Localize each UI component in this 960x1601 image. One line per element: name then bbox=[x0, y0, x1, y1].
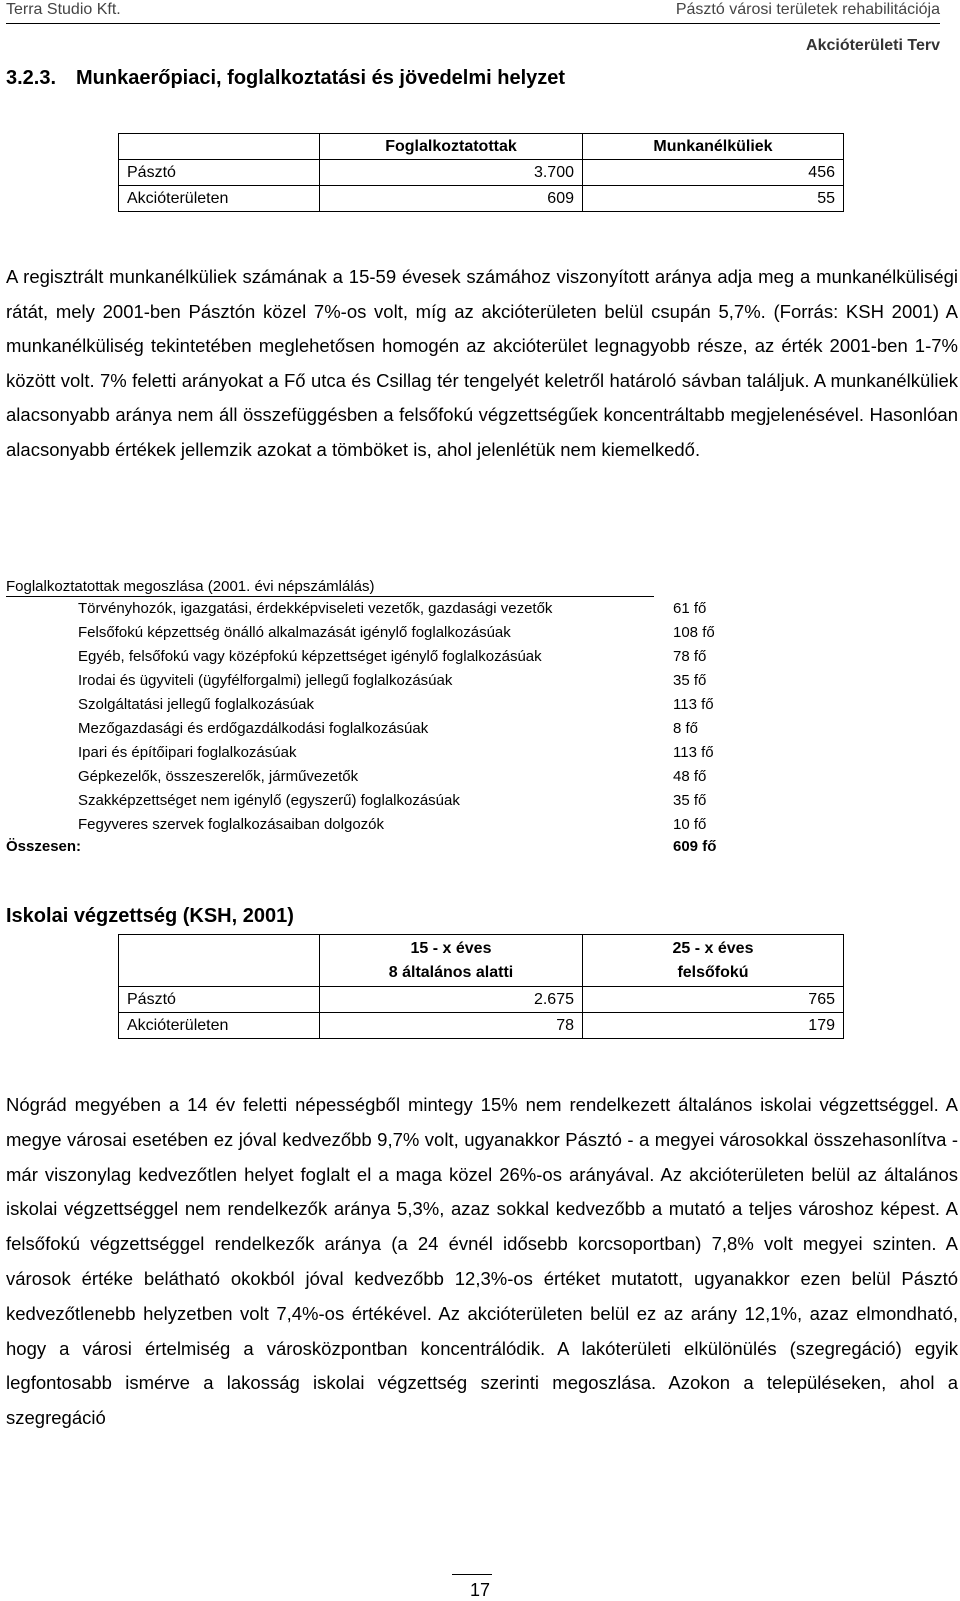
list-item-value: 35 fő bbox=[673, 672, 707, 689]
list-item bbox=[0, 624, 960, 648]
list-item bbox=[0, 816, 960, 840]
header-subtitle: Akcióterületi Terv bbox=[806, 37, 940, 54]
page-number-rule bbox=[452, 1574, 492, 1575]
list-item bbox=[0, 744, 960, 768]
list-item-label: Fegyveres szervek foglalkozásaiban dolgozók bbox=[78, 816, 384, 833]
table-cell: 78 bbox=[320, 1013, 583, 1039]
table-cell: 456 bbox=[583, 160, 844, 186]
table-header-cell: Foglalkoztatottak bbox=[320, 134, 583, 160]
list-item bbox=[0, 720, 960, 744]
list-item-value: 10 fő bbox=[673, 816, 707, 833]
header-line: 25 - x éves bbox=[672, 939, 754, 957]
list-item bbox=[0, 648, 960, 672]
table-cell: 2.675 bbox=[320, 987, 583, 1013]
list-item bbox=[0, 672, 960, 696]
list-item-label: Szakképzettséget nem igénylő (egyszerű) foglalkozásúak bbox=[78, 792, 460, 809]
table-cell bbox=[119, 134, 320, 160]
occupation-title-rule bbox=[6, 596, 654, 597]
list-item-value: 78 fő bbox=[673, 648, 707, 665]
table-row bbox=[119, 1013, 844, 1039]
list-item-value: 48 fő bbox=[673, 768, 707, 785]
table-cell: Pásztó bbox=[119, 160, 320, 186]
list-item-value: 113 fő bbox=[673, 696, 714, 713]
table-header-cell bbox=[583, 935, 844, 987]
table-header-cell: Munkanélküliek bbox=[583, 134, 844, 160]
section-number: 3.2.3. bbox=[6, 67, 57, 89]
list-item-value: 35 fő bbox=[673, 792, 707, 809]
employment-table bbox=[118, 133, 844, 212]
list-item-value: 108 fő bbox=[673, 624, 715, 641]
occupation-total-value: 609 fő bbox=[673, 838, 717, 855]
header-line: 15 - x éves bbox=[410, 939, 492, 957]
page-number: 17 bbox=[469, 1580, 491, 1600]
section-title: Munkaerőpiaci, foglalkoztatási és jövedelmi helyzet bbox=[76, 67, 566, 89]
list-item-value: 8 fő bbox=[673, 720, 699, 737]
list-item-label: Törvényhozók, igazgatási, érdekképviseleti vezetők, gazdasági vezetők bbox=[78, 600, 553, 617]
page-header bbox=[6, 0, 940, 24]
education-table bbox=[118, 934, 844, 1039]
occupation-total-label: Összesen: bbox=[6, 838, 82, 855]
list-item-label: Egyéb, felsőfokú vagy középfokú képzettséget igénylő foglalkozásúak bbox=[78, 648, 542, 665]
table-row bbox=[119, 987, 844, 1013]
list-item bbox=[0, 600, 960, 624]
table-cell: 3.700 bbox=[320, 160, 583, 186]
table-header-row bbox=[119, 935, 844, 987]
list-item-label: Irodai és ügyviteli (ügyfélforgalmi) jellegű foglalkozásúak bbox=[78, 672, 453, 689]
body-paragraph-unemployment: A regisztrált munkanélküliek számának a 15-59 évesek számához viszonyított aránya adja meg a munkanélküliségi rátát, mely 2001-ben Pásztón közel 7%-os volt, míg az akcióterületen belül csupán 5,7%. (Forrás: KSH 2001) A munkanélküliség tekintetében meglehetősen homogén az akcióterület legnagyobb része, az érték 2001-ben 1-7% között volt. 7% feletti arányokat a Fő utca és Csillag tér tengelyét keletről határoló sávban találjuk. A munkanélküliek alacsonyabb aránya nem áll összefüggésben a felsőfokú végzettségűek koncentráltabb megjelenésével. Hasonlóan alacsonyabb értékek jellemzik azokat a tömböket is, ahol jelenlétük nem kiemelkedő. bbox=[6, 266, 958, 460]
table-cell: Akcióterületen bbox=[119, 186, 320, 212]
list-item-label: Gépkezelők, összeszerelők, járművezetők bbox=[78, 768, 359, 785]
list-item-label: Felsőfokú képzettség önálló alkalmazását igénylő foglalkozásúak bbox=[78, 624, 511, 641]
header-line: 8 általános alatti bbox=[388, 963, 514, 981]
section-heading bbox=[6, 67, 565, 90]
list-item-label: Mezőgazdasági és erdőgazdálkodási foglalkozásúak bbox=[78, 720, 429, 737]
table-cell: 765 bbox=[583, 987, 844, 1013]
header-company: Terra Studio Kft. bbox=[6, 1, 121, 18]
table-header-row bbox=[119, 134, 844, 160]
table-row bbox=[119, 160, 844, 186]
table-cell: Akcióterületen bbox=[119, 1013, 320, 1039]
list-item bbox=[0, 792, 960, 816]
education-title: Iskolai végzettség (KSH, 2001) bbox=[6, 905, 294, 927]
list-item bbox=[0, 696, 960, 720]
header-line: felsőfokú bbox=[677, 963, 749, 981]
table-row bbox=[119, 186, 844, 212]
table-cell: 609 bbox=[320, 186, 583, 212]
body-paragraph-education: Nógrád megyében a 14 év feletti népességből mintegy 15% nem rendelkezett általános iskolai végzettséggel. A megye városai esetében ez jóval kedvezőbb 9,7% volt, ugyanakkor Pásztó - a megyei városokkal összehasonlítva - már viszonylag kedvezőtlen helyet foglalt el a maga közel 26%-os arányával. Az akcióterületen belül az általános iskolai végzettséggel nem rendelkezők aránya 5,3%, azaz sokkal kedvezőbb a mutató a teljes városhoz képest. A felsőfokú végzettséggel rendelkezők aránya (a 24 évnél idősebb korcsoportban) 7,8% volt megyei szinten. A városok értéke belátható okokból jóval kedvezőbb 12,3%-os értéket mutatott, ugyanakkor ezen belül Pásztó kedvezőtlenebb helyzetben volt 7,4%-os értékével. Az akcióterületen belül ez az arány 12,1%, azaz elmondható, hogy a városi értelmiség a városközpontban koncentrálódik. A lakóterületi elkülönülés (szegregáció) egyik legfontosabb ismérve a lakosság iskolai végzettség szerinti megoszlása. Azokon a településeken, ahol a szegregáció bbox=[6, 1094, 958, 1429]
list-item-label: Szolgáltatási jellegű foglalkozásúak bbox=[78, 696, 314, 713]
header-rule bbox=[6, 23, 940, 24]
table-cell bbox=[119, 935, 320, 987]
header-project: Pásztó városi területek rehabilitációja bbox=[675, 1, 940, 18]
list-item-value: 113 fő bbox=[673, 744, 714, 761]
occupation-title: Foglalkoztatottak megoszlása (2001. évi népszámlálás) bbox=[6, 578, 375, 595]
list-item-label: Ipari és építőipari foglalkozásúak bbox=[78, 744, 297, 761]
list-item-value: 61 fő bbox=[673, 600, 707, 617]
table-cell: 55 bbox=[583, 186, 844, 212]
occupation-list bbox=[0, 600, 960, 840]
table-header-cell bbox=[320, 935, 583, 987]
table-cell: Pásztó bbox=[119, 987, 320, 1013]
list-item bbox=[0, 768, 960, 792]
table-cell: 179 bbox=[583, 1013, 844, 1039]
